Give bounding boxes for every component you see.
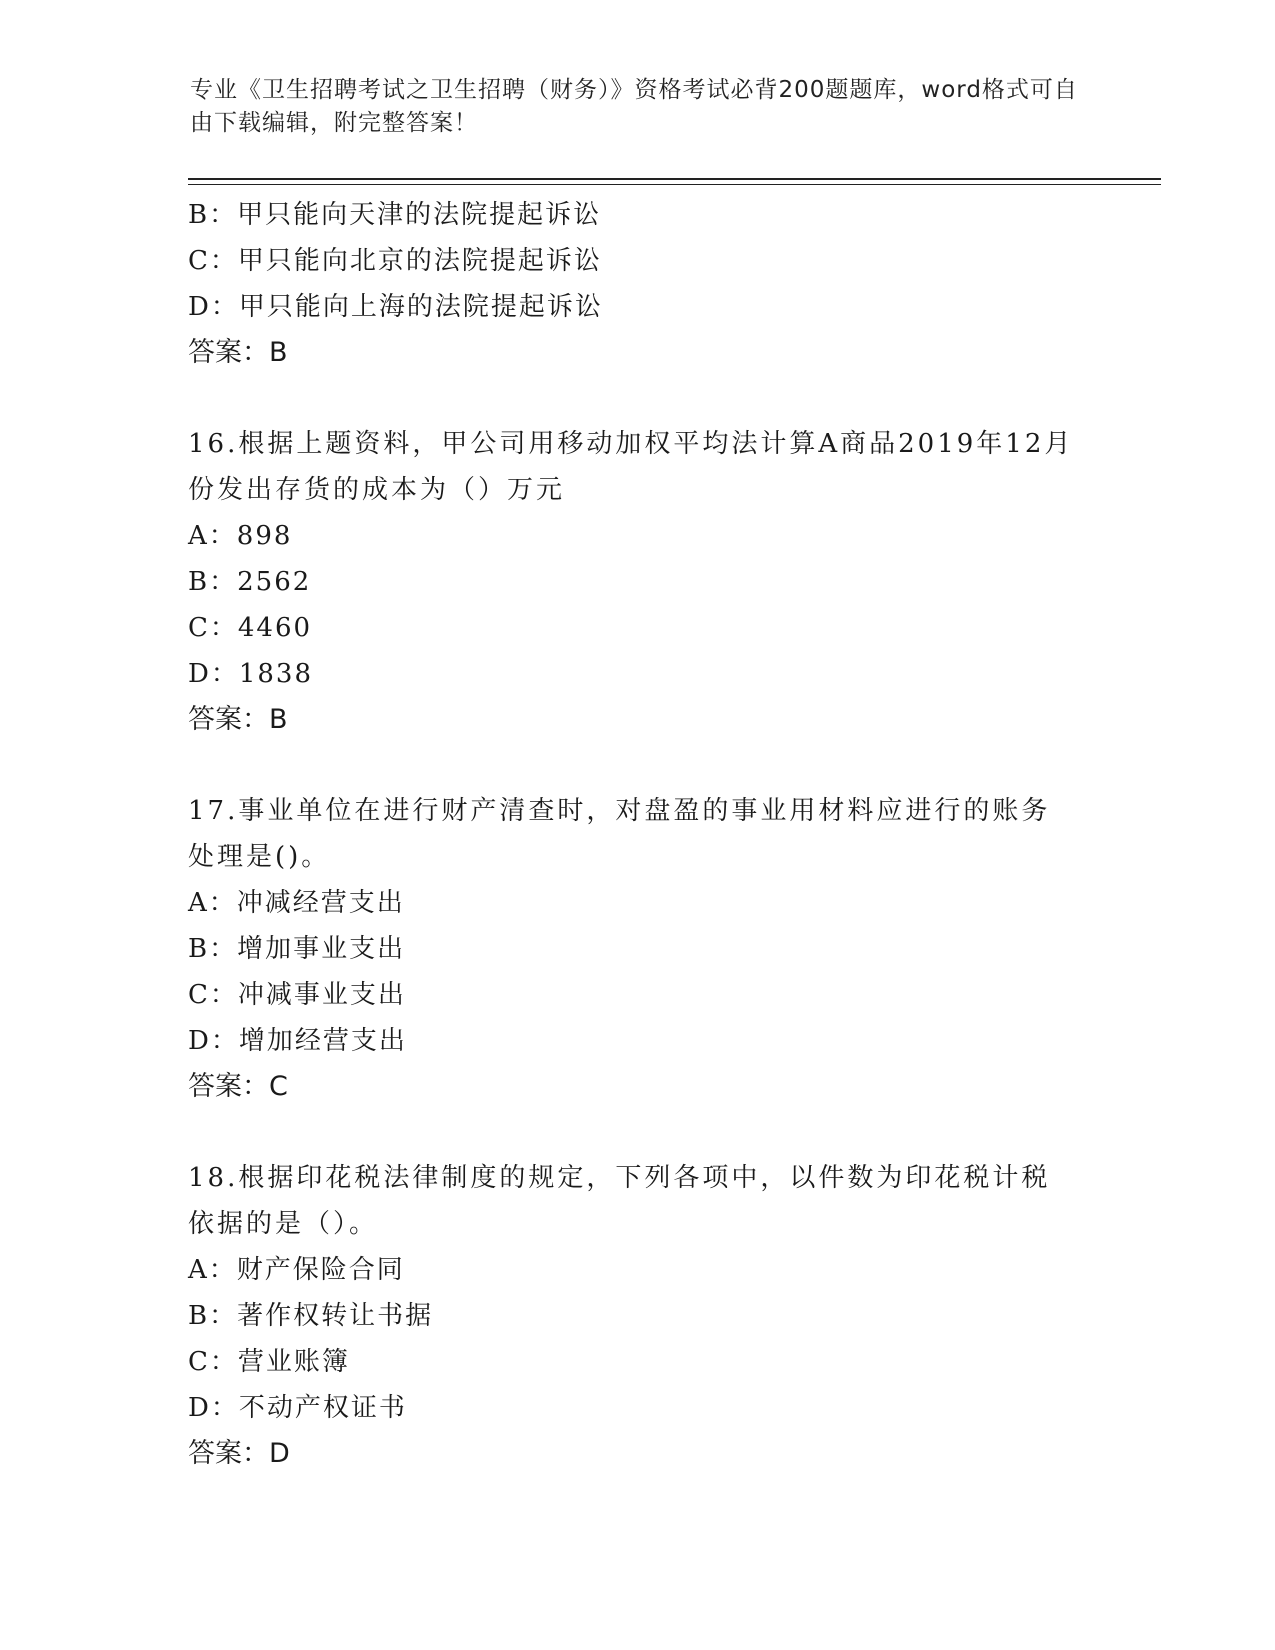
answer-line: 答案：B <box>188 337 288 368</box>
answer-line: 答案：B <box>188 704 288 735</box>
option-a: A：财产保险合同 <box>188 1255 405 1285</box>
option-c: C：4460 <box>188 613 313 643</box>
question-16 <box>188 421 1088 743</box>
question-stem: 17.事业单位在进行财产清查时，对盘盈的事业用材料应进行的账务处理是()。 <box>188 796 1051 872</box>
option-d: D：甲只能向上海的法院提起诉讼 <box>188 292 603 322</box>
option-d: D：增加经营支出 <box>188 1026 407 1056</box>
header-rule-thin <box>188 184 1161 185</box>
option-c: C：冲减事业支出 <box>188 980 406 1010</box>
option-d: D：1838 <box>188 659 314 689</box>
question-18 <box>188 1155 1088 1477</box>
question-stem: 16.根据上题资料，甲公司用移动加权平均法计算A商品2019年12月份发出存货的成本为（）万元 <box>188 429 1074 505</box>
question-stem: 18.根据印花税法律制度的规定，下列各项中，以件数为印花税计税依据的是（）。 <box>188 1163 1051 1239</box>
option-b: B：2562 <box>188 567 312 597</box>
document-header: 专业《卫生招聘考试之卫生招聘（财务）》资格考试必背200题题库，word格式可自由下载编辑，附完整答案！ <box>190 77 1078 136</box>
option-b: B：甲只能向天津的法院提起诉讼 <box>188 200 602 230</box>
header-rule-thick <box>188 178 1161 180</box>
option-c: C：甲只能向北京的法院提起诉讼 <box>188 246 602 276</box>
question-content <box>188 192 1088 1477</box>
option-d: D：不动产权证书 <box>188 1393 407 1423</box>
option-b: B：著作权转让书据 <box>188 1301 434 1331</box>
option-a: A：898 <box>188 521 293 551</box>
option-a: A：冲减经营支出 <box>188 888 405 918</box>
answer-line: 答案：D <box>188 1438 290 1469</box>
answer-line: 答案：C <box>188 1071 288 1102</box>
question-17 <box>188 788 1088 1110</box>
question-15-fragment <box>188 192 1088 376</box>
option-b: B：增加事业支出 <box>188 934 406 964</box>
option-c: C：营业账簿 <box>188 1347 350 1377</box>
